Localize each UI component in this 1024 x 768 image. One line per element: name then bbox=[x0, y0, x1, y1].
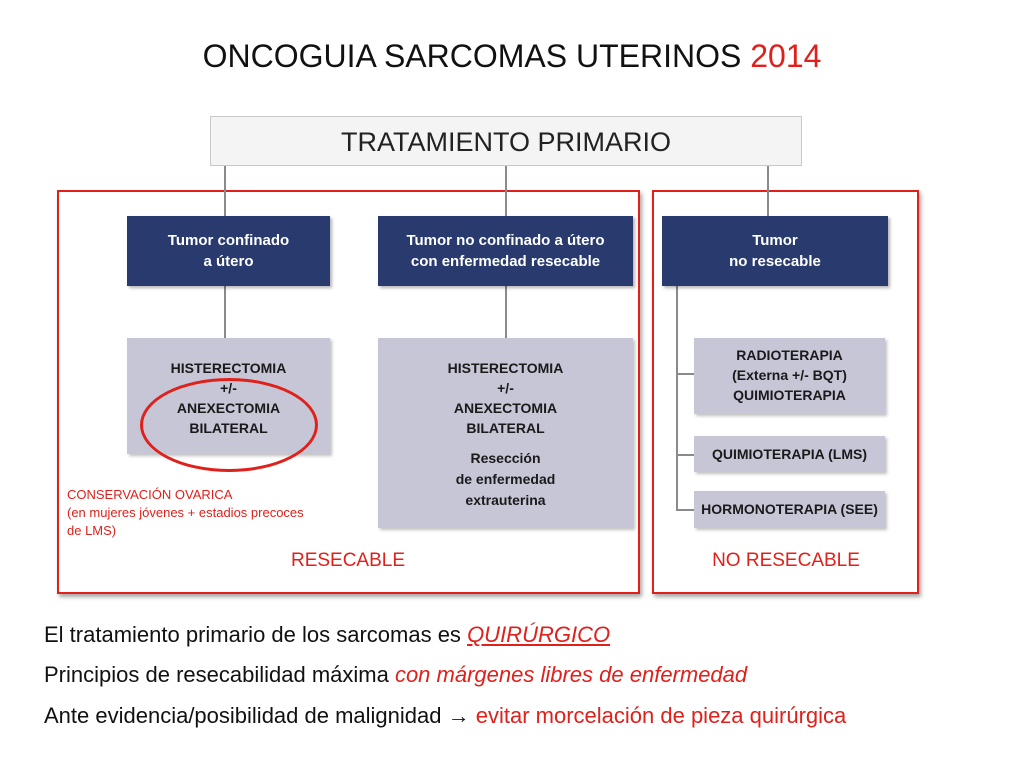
bullet-line-1 bbox=[44, 622, 610, 648]
node-text: no resecable bbox=[729, 253, 821, 270]
connector-line bbox=[224, 286, 226, 338]
bullet-highlight: evitar morcelación de pieza quirúrgica bbox=[475, 703, 847, 728]
label-resecable: RESECABLE bbox=[290, 550, 406, 571]
bracket-line bbox=[676, 373, 694, 375]
option-text: RADIOTERAPIA bbox=[736, 347, 843, 363]
node-text: con enfermedad resecable bbox=[410, 253, 601, 270]
label-no-resecable: NO RESECABLE bbox=[712, 550, 860, 571]
connector-line bbox=[505, 190, 507, 216]
connector-line bbox=[505, 286, 507, 338]
arrow-icon: → bbox=[447, 703, 470, 728]
bracket-line bbox=[676, 509, 694, 511]
bracket-line bbox=[676, 454, 694, 456]
treatment-text: ANEXECTOMIA bbox=[453, 400, 558, 416]
node-tumor-no-resecable bbox=[662, 216, 888, 286]
bullet-highlight: QUIRÚRGICO bbox=[467, 622, 611, 647]
bullet-text: Principios de resecabilidad máxima bbox=[44, 662, 395, 687]
treatment-text: BILATERAL bbox=[189, 420, 268, 436]
note-line: CONSERVACIÓN OVARICA bbox=[67, 487, 233, 502]
ovarian-conservation-note bbox=[67, 486, 357, 540]
treatment-text: BILATERAL bbox=[466, 420, 545, 436]
note-line: (en mujeres jóvenes + estadios precoces bbox=[67, 505, 304, 520]
root-node-primary-treatment: TRATAMIENTO PRIMARIO bbox=[210, 116, 802, 166]
treatment-extra-text: extrauterina bbox=[465, 492, 546, 508]
highlight-ellipse bbox=[140, 378, 318, 472]
connector-line bbox=[224, 190, 226, 216]
node-text: a útero bbox=[203, 253, 254, 270]
node-text: Tumor no confinado a útero bbox=[406, 232, 605, 249]
option-text: QUIMIOTERAPIA bbox=[733, 387, 846, 403]
node-tumor-confinado bbox=[127, 216, 330, 286]
treatment-text: +/- bbox=[220, 380, 237, 396]
treatment-extra-text: de enfermedad bbox=[455, 471, 556, 487]
treatment-text: HISTERECTOMIA bbox=[447, 360, 564, 376]
option-quimioterapia-lms bbox=[694, 436, 885, 472]
bullet-text: Ante evidencia/posibilidad de malignidad bbox=[44, 703, 448, 728]
option-hormonoterapia bbox=[694, 491, 885, 528]
option-text: HORMONOTERAPIA (SEE) bbox=[701, 501, 878, 517]
slide-title bbox=[0, 38, 1024, 75]
option-text: (Externa +/- BQT) bbox=[732, 367, 847, 383]
bullet-line-3 bbox=[44, 703, 846, 729]
connector-line bbox=[767, 190, 769, 216]
node-tumor-no-confinado bbox=[378, 216, 633, 286]
treatment-text: ANEXECTOMIA bbox=[176, 400, 281, 416]
title-text: ONCOGUIA SARCOMAS UTERINOS bbox=[202, 38, 751, 74]
treatment-text: +/- bbox=[497, 380, 514, 396]
title-year: 2014 bbox=[750, 38, 822, 74]
bullet-highlight: con márgenes libres de enfermedad bbox=[394, 662, 748, 687]
option-radioterapia bbox=[694, 338, 885, 414]
note-line: de LMS) bbox=[67, 523, 117, 538]
bullet-text: El tratamiento primario de los sarcomas es bbox=[44, 622, 468, 647]
bullet-line-2 bbox=[44, 662, 747, 688]
treatment-text: HISTERECTOMIA bbox=[170, 360, 287, 376]
option-text: QUIMIOTERAPIA (LMS) bbox=[711, 446, 868, 462]
treatment-no-confinado bbox=[378, 338, 633, 528]
treatment-extra-text: Resección bbox=[470, 450, 541, 466]
node-text: Tumor bbox=[752, 232, 798, 249]
node-text: Tumor confinado bbox=[167, 232, 290, 249]
bracket-line bbox=[676, 286, 678, 511]
